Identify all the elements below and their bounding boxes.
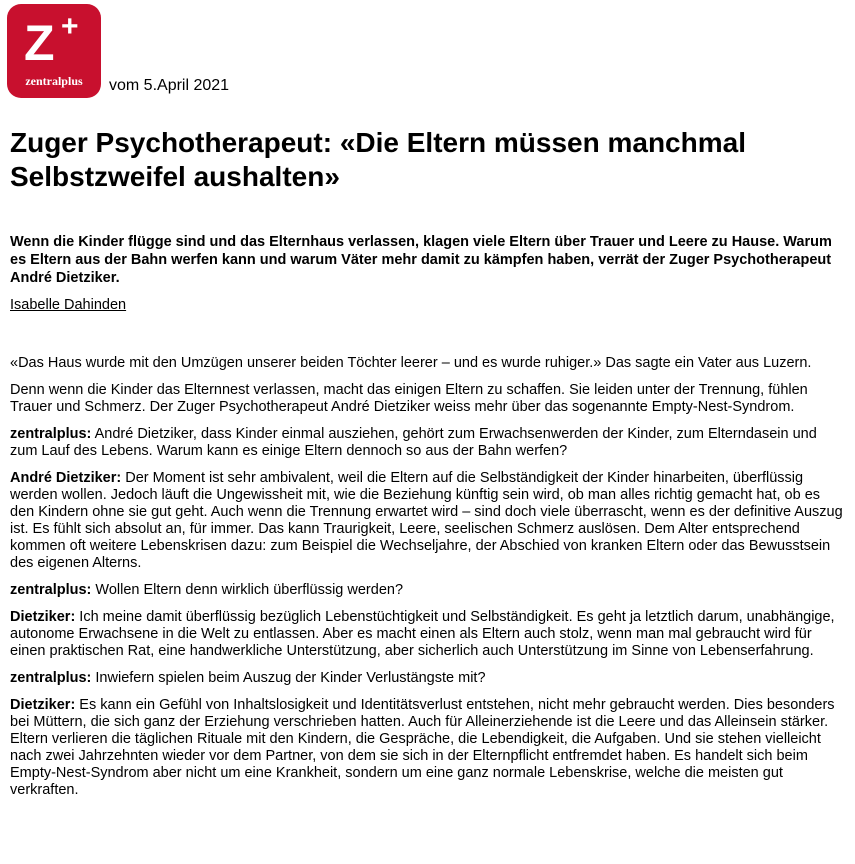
logo-plus-icon: + [61, 10, 79, 43]
article-title: Zuger Psychotherapeut: «Die Eltern müssen manchmal Selbstzweifel aushalten» [10, 127, 746, 192]
speaker-label: Dietziker: [10, 609, 76, 625]
paragraph-text: Denn wenn die Kinder das Elternnest verlassen, macht das einigen Eltern zu schaffen. Sie leiden unter der Trennung, fühlen Trauer und Schmerz. Der Zuger Psychotherapeut André Dietziker weiss mehr über das sogenannte Empty-Nest-Syndrom. [10, 382, 808, 415]
paragraph-text: «Das Haus wurde mit den Umzügen unserer beiden Töchter leerer – und es wurde ruhiger.» Das sagte ein Vater aus Luzern. [10, 355, 812, 371]
logo-letter: Z [24, 15, 55, 71]
body-paragraph [10, 609, 845, 660]
body-paragraph [10, 426, 845, 460]
paragraph-text: Wollen Eltern denn wirklich überflüssig werden? [91, 582, 404, 598]
paragraph-text: Ich meine damit überflüssig bezüglich Lebenstüchtigkeit und Selbständigkeit. Es geht ja letztlich darum, unabhängige, autonome Erwachsene in die Welt zu entlassen. Aber es macht einen als Eltern auch stolz, wenn man mal gebraucht wird für einen praktischen Rat, eine handwerkliche Unterstützung, aber sicherlich auch Unterstützung im Sinne von Lebenserfahrung. [10, 609, 835, 659]
speaker-label: zentralplus: [10, 582, 92, 598]
header [7, 4, 847, 100]
speaker-label: Dietziker: [10, 697, 76, 713]
body-paragraph [10, 697, 845, 799]
paragraph-text: Inwiefern spielen beim Auszug der Kinder Verlustängste mit? [91, 670, 486, 686]
body-paragraph [10, 582, 845, 599]
body-paragraph [10, 670, 845, 687]
speaker-label: André Dietziker: [10, 470, 122, 486]
article-lead: Wenn die Kinder flügge sind und das Elternhaus verlassen, klagen viele Eltern über Trauer und Leere zu Hause. Warum es Eltern aus der Bahn werfen kann und warum Väter mehr damit zu kämpfen haben, verrät der Zuger Psychotherapeut André Dietziker. [10, 234, 832, 286]
publication-date: vom 5.April 2021 [109, 77, 230, 94]
body-paragraph [10, 382, 845, 416]
paragraph-text: André Dietziker, dass Kinder einmal ausziehen, gehört zum Erwachsenwerden der Kinder, zum Elterndasein und zum Lauf des Lebens. Warum kann es einige Eltern dennoch so aus der Bahn werfen? [10, 426, 817, 459]
paragraph-text: Es kann ein Gefühl von Inhaltslosigkeit und Identitätsverlust entstehen, nicht mehr gebraucht werden. Dies besonders bei Müttern, die sich ganz der Erziehung verschrieben hatten. Auch für Alleinerziehende ist die Leere und das Alleinsein stärker. Eltern verlieren die täglichen Rituale mit den Kindern, die Gespräche, die Lebendigkeit, die Aufgaben. Und sie stehen vielleicht nach zwei Jahrzehnten wieder vor dem Partner, von dem sie sich in der Elternpflicht entfremdet haben. Es handelt sich beim Empty-Nest-Syndrom aber nicht um eine Krankheit, sondern um eine ganz normale Lebenskrise, welche die meisten gut verkraften. [10, 697, 835, 798]
logo-wordmark: zentralplus [25, 74, 83, 88]
zentralplus-logo[interactable] [7, 4, 101, 98]
article-body [10, 355, 845, 809]
body-paragraph [10, 355, 845, 372]
body-paragraph [10, 470, 845, 572]
speaker-label: zentralplus: [10, 426, 92, 442]
paragraph-text: Der Moment ist sehr ambivalent, weil die Eltern auf die Selbständigkeit der Kinder hinarbeiten, überflüssig werden wollen. Jedoch läuft die Ungewissheit mit, wie die Beziehung künftig sein wird, ob man alles richtig gemacht hat, ob es den Kindern ohne sie gut geht. Auch wenn die Trennung erwartet wird – sind doch viele überrascht, wenn es der definitive Auszug ist. Es fühlt sich absolut an, für immer. Das kann Traurigkeit, Leere, seelischen Schmerz auslösen. Dem Alter entsprechend kommen oft weitere Lebenskrisen dazu: zum Beispiel die Wechseljahre, der Abschied von kranken Eltern oder das Bewusstsein des eigenen Alterns. [10, 470, 843, 571]
author-link[interactable]: Isabelle Dahinden [10, 297, 127, 313]
speaker-label: zentralplus: [10, 670, 92, 686]
